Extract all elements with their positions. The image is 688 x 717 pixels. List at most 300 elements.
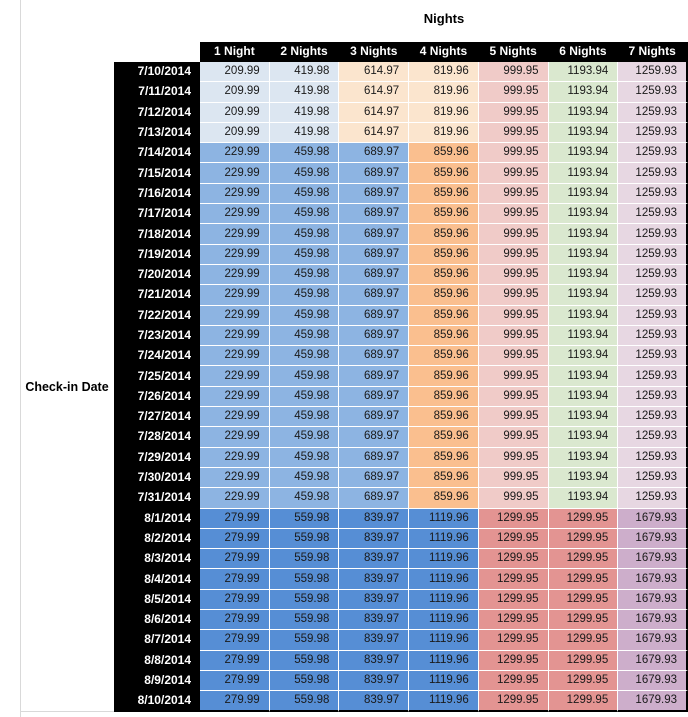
price-cell[interactable]: 614.97	[339, 62, 409, 82]
price-cell[interactable]: 999.95	[479, 143, 549, 163]
table-row	[114, 346, 688, 366]
price-cell[interactable]: 279.99	[200, 671, 270, 691]
price-cell[interactable]: 999.95	[479, 488, 549, 508]
price-cell[interactable]: 209.99	[200, 103, 270, 123]
price-cell[interactable]: 839.97	[339, 651, 409, 671]
price-cell[interactable]: 1119.96	[409, 509, 479, 529]
price-cell[interactable]: 999.95	[479, 265, 549, 285]
price-cell[interactable]: 229.99	[200, 346, 270, 366]
price-cell[interactable]: 1193.94	[549, 123, 619, 143]
table-row	[114, 123, 688, 143]
price-cell[interactable]: 1679.93	[618, 569, 688, 589]
price-cell[interactable]: 859.96	[409, 224, 479, 244]
price-cell[interactable]: 1299.95	[549, 509, 619, 529]
table-row	[114, 407, 688, 427]
price-cell[interactable]: 859.96	[409, 346, 479, 366]
price-cell[interactable]: 229.99	[200, 387, 270, 407]
price-cell[interactable]: 1193.94	[549, 163, 619, 183]
price-cell[interactable]: 1299.95	[479, 610, 549, 630]
price-cell[interactable]: 459.98	[270, 204, 340, 224]
table-row	[114, 265, 688, 285]
price-cell[interactable]: 999.95	[479, 407, 549, 427]
price-cell[interactable]: 1259.93	[618, 82, 688, 102]
price-cell[interactable]: 1119.96	[409, 549, 479, 569]
date-cell[interactable]: 8/1/2014	[114, 509, 200, 529]
price-cell[interactable]: 1299.95	[549, 549, 619, 569]
price-cell[interactable]: 839.97	[339, 569, 409, 589]
price-cell[interactable]: 459.98	[270, 448, 340, 468]
price-cell[interactable]: 1299.95	[549, 590, 619, 610]
price-cell[interactable]: 1259.93	[618, 346, 688, 366]
price-cell[interactable]: 459.98	[270, 184, 340, 204]
price-cell[interactable]: 839.97	[339, 549, 409, 569]
price-cell[interactable]: 459.98	[270, 163, 340, 183]
column-header-6-nights[interactable]: 6 Nights	[549, 42, 619, 62]
price-cell[interactable]: 559.98	[270, 691, 340, 711]
price-cell[interactable]: 689.97	[339, 265, 409, 285]
price-cell[interactable]: 859.96	[409, 245, 479, 265]
price-cell[interactable]: 229.99	[200, 224, 270, 244]
price-cell[interactable]: 1679.93	[618, 549, 688, 569]
price-cell[interactable]: 1259.93	[618, 285, 688, 305]
price-cell[interactable]: 229.99	[200, 366, 270, 386]
price-cell[interactable]: 1119.96	[409, 569, 479, 589]
price-cell[interactable]: 1259.93	[618, 123, 688, 143]
price-cell[interactable]: 819.96	[409, 103, 479, 123]
price-cell[interactable]: 839.97	[339, 610, 409, 630]
date-cell[interactable]: 7/10/2014	[114, 62, 200, 82]
price-cell[interactable]: 689.97	[339, 143, 409, 163]
price-cell[interactable]: 1193.94	[549, 184, 619, 204]
price-cell[interactable]: 1193.94	[549, 245, 619, 265]
date-cell[interactable]: 8/10/2014	[114, 691, 200, 711]
price-cell[interactable]: 1299.95	[479, 691, 549, 711]
date-cell[interactable]: 7/14/2014	[114, 143, 200, 163]
price-cell[interactable]: 1193.94	[549, 427, 619, 447]
pricing-table-container	[114, 42, 688, 712]
date-cell[interactable]: 8/3/2014	[114, 549, 200, 569]
price-cell[interactable]: 229.99	[200, 184, 270, 204]
price-cell[interactable]: 279.99	[200, 529, 270, 549]
price-cell[interactable]: 419.98	[270, 123, 340, 143]
price-cell[interactable]: 999.95	[479, 306, 549, 326]
price-cell[interactable]: 459.98	[270, 407, 340, 427]
date-cell[interactable]: 7/29/2014	[114, 448, 200, 468]
table-row	[114, 468, 688, 488]
table-row	[114, 529, 688, 549]
date-cell[interactable]: 8/6/2014	[114, 610, 200, 630]
price-cell[interactable]: 999.95	[479, 346, 549, 366]
price-cell[interactable]: 1193.94	[549, 468, 619, 488]
date-cell[interactable]: 7/17/2014	[114, 204, 200, 224]
price-cell[interactable]: 1259.93	[618, 143, 688, 163]
date-cell[interactable]: 7/23/2014	[114, 326, 200, 346]
price-cell[interactable]: 999.95	[479, 285, 549, 305]
price-cell[interactable]: 839.97	[339, 590, 409, 610]
price-cell[interactable]: 229.99	[200, 407, 270, 427]
date-cell[interactable]: 7/28/2014	[114, 427, 200, 447]
price-cell[interactable]: 859.96	[409, 427, 479, 447]
price-cell[interactable]: 229.99	[200, 204, 270, 224]
price-cell[interactable]: 1119.96	[409, 610, 479, 630]
column-header-1-nights[interactable]: 1 Night	[200, 42, 270, 62]
price-cell[interactable]: 1259.93	[618, 488, 688, 508]
date-cell[interactable]: 8/8/2014	[114, 651, 200, 671]
price-cell[interactable]: 614.97	[339, 82, 409, 102]
price-cell[interactable]: 1259.93	[618, 326, 688, 346]
price-cell[interactable]: 1259.93	[618, 407, 688, 427]
price-cell[interactable]: 279.99	[200, 630, 270, 650]
price-cell[interactable]: 1259.93	[618, 387, 688, 407]
price-cell[interactable]: 229.99	[200, 306, 270, 326]
price-cell[interactable]: 859.96	[409, 265, 479, 285]
price-cell[interactable]: 689.97	[339, 448, 409, 468]
table-row	[114, 285, 688, 305]
price-cell[interactable]: 839.97	[339, 509, 409, 529]
price-cell[interactable]: 419.98	[270, 82, 340, 102]
price-cell[interactable]: 1299.95	[479, 651, 549, 671]
price-cell[interactable]: 459.98	[270, 224, 340, 244]
price-cell[interactable]: 859.96	[409, 407, 479, 427]
date-cell[interactable]: 8/9/2014	[114, 671, 200, 691]
table-row	[114, 387, 688, 407]
price-cell[interactable]: 1259.93	[618, 265, 688, 285]
price-cell[interactable]: 999.95	[479, 427, 549, 447]
price-cell[interactable]: 1299.95	[479, 529, 549, 549]
price-cell[interactable]: 1299.95	[549, 651, 619, 671]
price-cell[interactable]: 689.97	[339, 204, 409, 224]
date-cell[interactable]: 8/4/2014	[114, 569, 200, 589]
price-cell[interactable]: 689.97	[339, 163, 409, 183]
price-cell[interactable]: 1119.96	[409, 671, 479, 691]
price-cell[interactable]: 1259.93	[618, 62, 688, 82]
price-cell[interactable]: 229.99	[200, 488, 270, 508]
table-row	[114, 610, 688, 630]
price-cell[interactable]: 999.95	[479, 468, 549, 488]
price-cell[interactable]: 1259.93	[618, 103, 688, 123]
price-cell[interactable]: 839.97	[339, 529, 409, 549]
header-row	[114, 42, 688, 62]
price-cell[interactable]: 209.99	[200, 123, 270, 143]
price-cell[interactable]: 459.98	[270, 366, 340, 386]
price-cell[interactable]: 689.97	[339, 366, 409, 386]
price-cell[interactable]: 1259.93	[618, 204, 688, 224]
price-cell[interactable]: 559.98	[270, 610, 340, 630]
price-cell[interactable]: 459.98	[270, 387, 340, 407]
date-cell[interactable]: 7/15/2014	[114, 163, 200, 183]
price-cell[interactable]: 999.95	[479, 82, 549, 102]
date-cell[interactable]: 7/13/2014	[114, 123, 200, 143]
checkin-date-axis-label: Check-in Date	[25, 380, 109, 394]
price-cell[interactable]: 229.99	[200, 143, 270, 163]
price-cell[interactable]: 859.96	[409, 143, 479, 163]
price-cell[interactable]: 839.97	[339, 691, 409, 711]
table-row	[114, 488, 688, 508]
price-cell[interactable]: 559.98	[270, 529, 340, 549]
date-cell[interactable]: 8/2/2014	[114, 529, 200, 549]
price-cell[interactable]: 229.99	[200, 245, 270, 265]
price-cell[interactable]: 819.96	[409, 62, 479, 82]
price-cell[interactable]: 559.98	[270, 590, 340, 610]
price-cell[interactable]: 999.95	[479, 224, 549, 244]
price-cell[interactable]: 999.95	[479, 163, 549, 183]
table-row	[114, 651, 688, 671]
price-cell[interactable]: 859.96	[409, 468, 479, 488]
price-cell[interactable]: 419.98	[270, 103, 340, 123]
price-cell[interactable]: 459.98	[270, 468, 340, 488]
price-cell[interactable]: 459.98	[270, 488, 340, 508]
price-cell[interactable]: 1679.93	[618, 590, 688, 610]
date-cell[interactable]: 7/12/2014	[114, 103, 200, 123]
price-cell[interactable]: 1193.94	[549, 407, 619, 427]
price-cell[interactable]: 999.95	[479, 245, 549, 265]
date-cell[interactable]: 7/22/2014	[114, 306, 200, 326]
price-cell[interactable]: 859.96	[409, 387, 479, 407]
price-cell[interactable]: 459.98	[270, 143, 340, 163]
price-cell[interactable]: 459.98	[270, 306, 340, 326]
price-cell[interactable]: 1679.93	[618, 529, 688, 549]
column-header-4-nights[interactable]: 4 Nights	[409, 42, 479, 62]
price-cell[interactable]: 1299.95	[549, 610, 619, 630]
pane-gridline-vertical	[20, 0, 21, 717]
date-cell[interactable]: 7/19/2014	[114, 245, 200, 265]
price-cell[interactable]: 1299.95	[479, 509, 549, 529]
price-cell[interactable]: 1259.93	[618, 427, 688, 447]
price-cell[interactable]: 559.98	[270, 671, 340, 691]
table-row	[114, 448, 688, 468]
price-cell[interactable]: 689.97	[339, 387, 409, 407]
table-row	[114, 366, 688, 386]
price-cell[interactable]: 859.96	[409, 163, 479, 183]
price-cell[interactable]: 859.96	[409, 488, 479, 508]
table-row	[114, 630, 688, 650]
price-cell[interactable]: 689.97	[339, 306, 409, 326]
price-cell[interactable]: 999.95	[479, 387, 549, 407]
price-cell[interactable]: 1193.94	[549, 387, 619, 407]
price-cell[interactable]: 1679.93	[618, 509, 688, 529]
price-cell[interactable]: 229.99	[200, 326, 270, 346]
date-cell[interactable]: 7/20/2014	[114, 265, 200, 285]
table-row	[114, 306, 688, 326]
price-cell[interactable]: 1259.93	[618, 366, 688, 386]
price-cell[interactable]: 1193.94	[549, 488, 619, 508]
price-cell[interactable]: 1193.94	[549, 62, 619, 82]
date-cell[interactable]: 7/24/2014	[114, 346, 200, 366]
price-cell[interactable]: 1259.93	[618, 245, 688, 265]
column-header-5-nights[interactable]: 5 Nights	[479, 42, 549, 62]
table-row	[114, 427, 688, 447]
price-cell[interactable]: 229.99	[200, 448, 270, 468]
pricing-table	[114, 42, 688, 712]
price-cell[interactable]: 1259.93	[618, 184, 688, 204]
price-cell[interactable]: 1193.94	[549, 448, 619, 468]
table-row	[114, 691, 688, 711]
price-cell[interactable]: 229.99	[200, 285, 270, 305]
price-cell[interactable]: 1193.94	[549, 285, 619, 305]
price-cell[interactable]: 999.95	[479, 62, 549, 82]
table-row	[114, 204, 688, 224]
date-cell[interactable]: 7/30/2014	[114, 468, 200, 488]
price-cell[interactable]: 689.97	[339, 407, 409, 427]
price-cell[interactable]: 689.97	[339, 488, 409, 508]
price-cell[interactable]: 1679.93	[618, 691, 688, 711]
price-cell[interactable]: 689.97	[339, 468, 409, 488]
price-cell[interactable]: 1299.95	[549, 569, 619, 589]
column-header-3-nights[interactable]: 3 Nights	[339, 42, 409, 62]
price-cell[interactable]: 559.98	[270, 509, 340, 529]
price-cell[interactable]: 1679.93	[618, 651, 688, 671]
table-title: Nights	[423, 11, 465, 26]
price-cell[interactable]: 1299.95	[479, 569, 549, 589]
table-row	[114, 103, 688, 123]
price-cell[interactable]: 279.99	[200, 590, 270, 610]
table-row	[114, 509, 688, 529]
price-cell[interactable]: 999.95	[479, 448, 549, 468]
price-cell[interactable]: 1299.95	[549, 671, 619, 691]
price-cell[interactable]: 999.95	[479, 204, 549, 224]
date-cell[interactable]: 7/26/2014	[114, 387, 200, 407]
price-cell[interactable]: 999.95	[479, 184, 549, 204]
column-header-7-nights[interactable]: 7 Nights	[618, 42, 688, 62]
price-cell[interactable]: 1119.96	[409, 651, 479, 671]
price-cell[interactable]: 1259.93	[618, 163, 688, 183]
price-cell[interactable]: 1679.93	[618, 610, 688, 630]
price-cell[interactable]: 1299.95	[479, 549, 549, 569]
price-cell[interactable]: 559.98	[270, 549, 340, 569]
price-cell[interactable]: 614.97	[339, 103, 409, 123]
price-cell[interactable]: 229.99	[200, 163, 270, 183]
price-cell[interactable]: 1193.94	[549, 204, 619, 224]
price-cell[interactable]: 1679.93	[618, 671, 688, 691]
price-cell[interactable]: 859.96	[409, 448, 479, 468]
price-cell[interactable]: 459.98	[270, 265, 340, 285]
price-cell[interactable]: 1679.93	[618, 630, 688, 650]
price-cell[interactable]: 419.98	[270, 62, 340, 82]
price-cell[interactable]: 859.96	[409, 285, 479, 305]
price-cell[interactable]: 279.99	[200, 509, 270, 529]
price-cell[interactable]: 839.97	[339, 671, 409, 691]
price-cell[interactable]: 689.97	[339, 346, 409, 366]
price-cell[interactable]: 614.97	[339, 123, 409, 143]
price-cell[interactable]: 689.97	[339, 427, 409, 447]
price-cell[interactable]: 1193.94	[549, 103, 619, 123]
price-cell[interactable]: 689.97	[339, 184, 409, 204]
price-cell[interactable]: 1259.93	[618, 448, 688, 468]
price-cell[interactable]: 459.98	[270, 346, 340, 366]
date-cell[interactable]: 7/16/2014	[114, 184, 200, 204]
table-row	[114, 590, 688, 610]
price-cell[interactable]: 229.99	[200, 265, 270, 285]
price-cell[interactable]: 1193.94	[549, 143, 619, 163]
price-cell[interactable]: 859.96	[409, 366, 479, 386]
price-cell[interactable]: 1299.95	[479, 590, 549, 610]
price-cell[interactable]: 689.97	[339, 224, 409, 244]
price-cell[interactable]: 689.97	[339, 285, 409, 305]
price-cell[interactable]: 1193.94	[549, 306, 619, 326]
price-cell[interactable]: 1299.95	[549, 691, 619, 711]
price-cell[interactable]: 279.99	[200, 610, 270, 630]
price-cell[interactable]: 689.97	[339, 245, 409, 265]
price-cell[interactable]: 839.97	[339, 630, 409, 650]
price-cell[interactable]: 279.99	[200, 651, 270, 671]
price-cell[interactable]: 1193.94	[549, 265, 619, 285]
price-cell[interactable]: 459.98	[270, 326, 340, 346]
price-cell[interactable]: 1193.94	[549, 82, 619, 102]
table-row	[114, 184, 688, 204]
price-cell[interactable]: 1193.94	[549, 346, 619, 366]
price-cell[interactable]: 279.99	[200, 549, 270, 569]
price-cell[interactable]: 1193.94	[549, 366, 619, 386]
price-cell[interactable]: 459.98	[270, 245, 340, 265]
price-cell[interactable]: 209.99	[200, 82, 270, 102]
price-cell[interactable]: 279.99	[200, 569, 270, 589]
price-cell[interactable]: 1299.95	[549, 529, 619, 549]
price-cell[interactable]: 279.99	[200, 691, 270, 711]
price-cell[interactable]: 999.95	[479, 326, 549, 346]
price-cell[interactable]: 999.95	[479, 123, 549, 143]
date-cell[interactable]: 7/11/2014	[114, 82, 200, 102]
price-cell[interactable]: 1299.95	[549, 630, 619, 650]
price-cell[interactable]: 1299.95	[479, 671, 549, 691]
corner-cell	[114, 42, 200, 62]
table-row	[114, 163, 688, 183]
date-cell[interactable]: 7/18/2014	[114, 224, 200, 244]
table-row	[114, 224, 688, 244]
date-cell[interactable]: 7/27/2014	[114, 407, 200, 427]
price-cell[interactable]: 859.96	[409, 184, 479, 204]
date-cell[interactable]: 7/25/2014	[114, 366, 200, 386]
price-cell[interactable]: 999.95	[479, 366, 549, 386]
date-cell[interactable]: 8/7/2014	[114, 630, 200, 650]
price-cell[interactable]: 859.96	[409, 326, 479, 346]
price-cell[interactable]: 999.95	[479, 103, 549, 123]
price-cell[interactable]: 1193.94	[549, 326, 619, 346]
table-row	[114, 569, 688, 589]
table-row	[114, 82, 688, 102]
table-row	[114, 143, 688, 163]
price-cell[interactable]: 1259.93	[618, 468, 688, 488]
price-cell[interactable]: 859.96	[409, 204, 479, 224]
price-cell[interactable]: 459.98	[270, 427, 340, 447]
price-cell[interactable]: 229.99	[200, 468, 270, 488]
price-cell[interactable]: 1259.93	[618, 306, 688, 326]
price-cell[interactable]: 1119.96	[409, 691, 479, 711]
table-row	[114, 671, 688, 691]
table-row	[114, 245, 688, 265]
price-cell[interactable]: 1193.94	[549, 224, 619, 244]
price-cell[interactable]: 859.96	[409, 306, 479, 326]
price-cell[interactable]: 559.98	[270, 569, 340, 589]
price-cell[interactable]: 1119.96	[409, 590, 479, 610]
price-cell[interactable]: 819.96	[409, 82, 479, 102]
column-header-2-nights[interactable]: 2 Nights	[270, 42, 340, 62]
date-cell[interactable]: 7/21/2014	[114, 285, 200, 305]
price-cell[interactable]: 1119.96	[409, 529, 479, 549]
price-cell[interactable]: 229.99	[200, 427, 270, 447]
price-cell[interactable]: 819.96	[409, 123, 479, 143]
price-cell[interactable]: 1299.95	[479, 630, 549, 650]
price-cell[interactable]: 1119.96	[409, 630, 479, 650]
price-cell[interactable]: 559.98	[270, 651, 340, 671]
table-row	[114, 326, 688, 346]
price-cell[interactable]: 459.98	[270, 285, 340, 305]
price-cell[interactable]: 1259.93	[618, 224, 688, 244]
date-cell[interactable]: 7/31/2014	[114, 488, 200, 508]
price-cell[interactable]: 209.99	[200, 62, 270, 82]
price-cell[interactable]: 689.97	[339, 326, 409, 346]
price-cell[interactable]: 559.98	[270, 630, 340, 650]
date-cell[interactable]: 8/5/2014	[114, 590, 200, 610]
